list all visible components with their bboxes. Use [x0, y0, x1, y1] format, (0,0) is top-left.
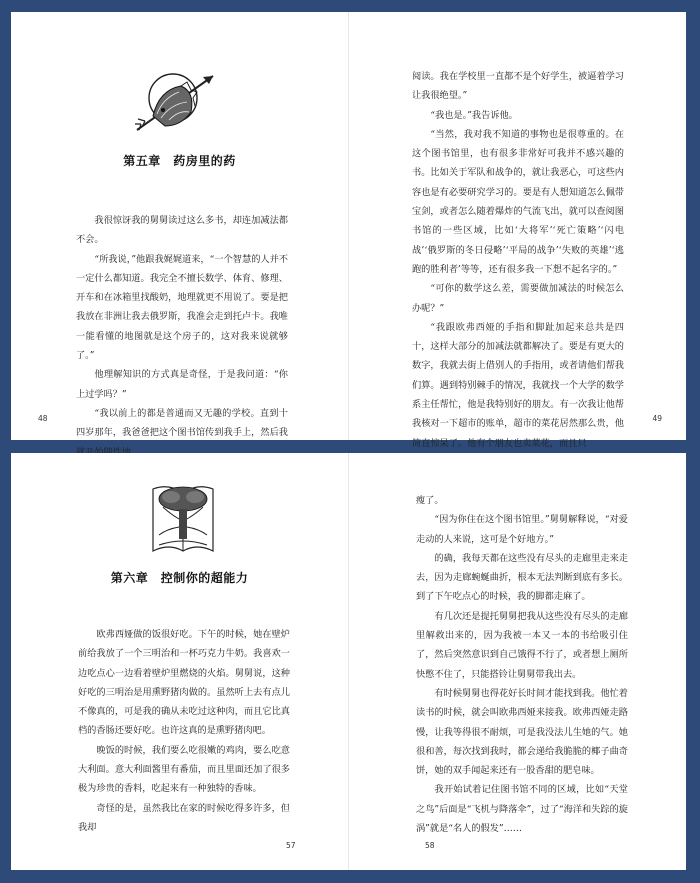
paragraph: “当然，我对我不知道的事物也是很尊重的。在这个图书馆里，也有很多非常好可我并不感兴趣的书。比如关于军队和战争的，就让我恶心，可这些内容也是有必要研究学习的。要是有人想知道怎么佩带宝剑，或者怎么随着爆炸的气流飞出，就可以查阅图书馆的一些区域，比如‘大将军’‘死亡策略’‘闪电战’‘俄罗斯的冬日侵略’‘平局的战争’‘失败的英雄’‘逃跑的胜利者’等等，还有很多我一下想不起名字的。” — [412, 128, 624, 275]
paragraph: 我很惊讶我的舅舅读过这么多书，却连加减法都不会。 — [76, 215, 288, 246]
paragraph: 奇怪的是，虽然我比在家的时候吃得多许多，但我却 — [78, 802, 290, 833]
paragraph: 阅读。我在学校里一直都不是个好学生，被逼着学习让我很绝望。” — [412, 71, 624, 102]
body-text — [76, 211, 288, 462]
bottom-spread — [11, 453, 686, 870]
page-57 — [11, 453, 348, 870]
top-spread — [11, 12, 686, 449]
paragraph: 我开始试着记住图书馆不同的区域，比如“天堂之鸟”后面是“飞机与降落伞”，过了“海洋和失踪的旋涡”就是“名人的假发”…… — [416, 784, 628, 835]
paragraph: “我跟欧弗西娅的手指和脚趾加起来总共是四十，这样大部分的加减法就都解决了。要是有更大的数字，我就去街上借别人的手指用，或者请他们帮我们算。遇到特别棘手的情况，我就找一个大学的数学系主任帮忙，他是我特别好的朋友。有一次我让他帮我核对一下超市的账单，超市的菜花居然那么贵，他简直惊呆了。他有个朋友也卖菜花，而且只 — [412, 321, 624, 449]
hedgehog-arrow-icon — [129, 60, 219, 140]
paragraph: 有时候舅舅也得花好长时间才能找到我。他忙着读书的时候，就会叫欧弗西娅来接我。欧弗西娅走路慢，让我等得很不耐烦，可是我没法儿生她的气。她很和善，每次找到我时，都会递给我脆脆的椰子曲奇饼，她的双手闻起来还有一股香甜的肥皂味。 — [416, 687, 628, 777]
paragraph: 他理解知识的方式真是奇怪，于是我问道：“你上过学吗？” — [76, 369, 288, 400]
page-number: 58 — [425, 841, 435, 850]
page-49 — [348, 12, 686, 449]
paragraph: “我也是。”我告诉他。 — [430, 109, 518, 121]
page-58 — [348, 453, 686, 870]
paragraph: “我以前上的都是普通而又无趣的学校。直到十四岁那年，我爸爸把这个图书馆传到我手上，然后我 — [76, 407, 288, 439]
paragraph: 欧弗西娅做的饭很好吃。下午的时候，她在壁炉前给我放了一个三明治和一杯巧克力牛奶。我喜欢一边吃点心一边看着壁炉里燃烧的火焰。舅舅说，这种好吃的三明治是用熏野猪肉做的。虽然听上去有点儿不像真的，可是我的确从未吃过这种肉，而且它比真档的香肠还要好吃。也许这真的是熏野猪肉吧。 — [78, 629, 290, 737]
body-text — [412, 67, 624, 453]
tree-book-icon — [149, 479, 217, 555]
chapter-title: 第六章 控制你的超能力 — [110, 571, 249, 585]
body-text — [78, 625, 290, 837]
paragraph: 有几次还是提托舅舅把我从这些没有尽头的走廊里解救出来的，因为我被一本又一本的书给吸引住了，然后突然意识到自己饿得不行了，或者想上厕所快憋不住了，只能搭铃让舅舅带我出去。 — [416, 610, 628, 680]
page-number: 49 — [652, 414, 662, 423]
body-text — [416, 491, 628, 838]
chapter-title: 第五章 药房里的药 — [123, 154, 236, 168]
page-number: 48 — [38, 414, 48, 423]
paragraph: 的确，我每天都在这些没有尽头的走廊里走来走去，因为走廊蜿蜒曲折，根本无法判断到底有多长。到了下午吃点心的时候，我的脚都走麻了。 — [416, 552, 628, 603]
page-48 — [11, 12, 348, 440]
paragraph: “可你的数学这么差，需要做加减法的时候怎么办呢？” — [412, 283, 624, 314]
paragraph: “所我说，”他跟我娓娓道来，“一个智慧的人并不一定什么都知道。我完全不擅长数学、体育、修理、开车和在冰箱里找酸奶，地理就更不用说了。要是把我放在非洲让我去俄罗斯，我准会走到托卢卡。我唯一能看懂的地图就是这个房子的，这对我来说就够了。” — [76, 253, 288, 362]
paragraph: 晚饭的时候，我们要么吃很嫩的鸡肉，要么吃意大利面。意大利面酱里有番茄，而且里面还加了很多极为珍贵的香料，吃起来有一种独特的香味。 — [78, 744, 290, 795]
paragraph: 瘦了。 — [416, 495, 444, 506]
page-number: 57 — [286, 841, 296, 850]
paragraph: “因为你住在这个图书馆里。”舅舅解释说，“对爱走动的人来说，这可是个好地方。” — [416, 514, 628, 545]
